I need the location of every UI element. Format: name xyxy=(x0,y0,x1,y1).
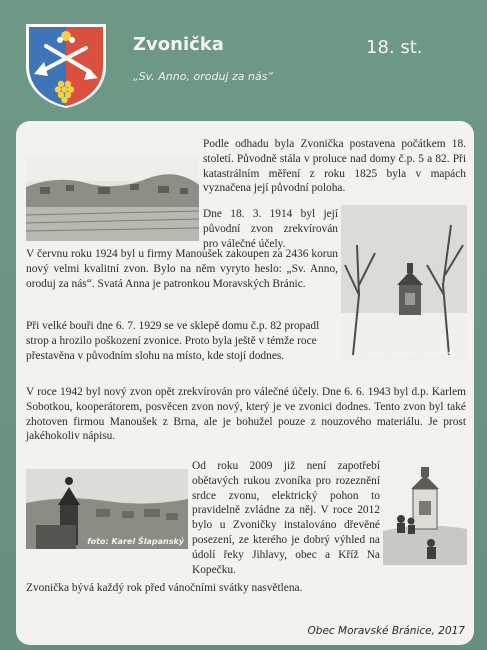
paragraph-1924: V červnu roku 1924 byl u firmy Manoušek zakoupen za 2436 korun nový velmi kvalitní zvon. Bylo na něm vyryto heslo: „Sv. Anno, oroduj za nás“. Svatá Anna je patronkou Moravských Bránic. xyxy=(26,248,338,290)
paragraph-1942: V roce 1942 byl nový zvon opět zrekvírován pro válečné účely. Dne 6. 6. 1943 byl d.p. Karlem Sobotkou, kooperátorem, posvěcen zvon nový, který je ve zvonici dodnes. Tento zvon byl také zhotoven firmou Manoušek z Brna, ale je bohužel pouze z nouzového materiálu. Je prost jakéhokoliv nápisu. xyxy=(26,386,466,443)
coat-of-arms-icon xyxy=(24,22,108,110)
modern-belfry-photo xyxy=(383,461,467,565)
winter-photo-credit: foto: Karel Šlapanský xyxy=(366,349,463,358)
village-photo-credit: foto: Karel Šlapanský xyxy=(87,537,184,546)
village-belfry-photo xyxy=(26,469,188,549)
content-panel xyxy=(16,121,474,645)
footer-signature: Obec Moravské Bránice, 2017 xyxy=(307,625,465,637)
motto-text: „Sv. Anno, oroduj za nás“ xyxy=(133,70,274,83)
page-title: Zvonička xyxy=(133,34,224,55)
paragraph-origin: Podle odhadu byla Zvonička postavena počátkem 18. století. Původně stála v proluce nad domy č.p. 5 a 82. Při katastrálním měření z roku 1825 byla v mapách vyznačena její původní poloha. xyxy=(203,138,466,195)
paragraph-1914: Dne 18. 3. 1914 byl její původní zvon zrekvírován pro válečné účely. xyxy=(203,208,338,250)
paragraph-2009: Od roku 2009 již není zapotřebí obětavých rukou zvoníka pro rozeznění srdce zvonu, elektrický pohon to pravidelně zvládne za něj. V roce 2012 bylo u Zvoničky instalováno dřevěné posezení, ze kterého je dobrý výhled na údolí řeky Jihlavy, obec a Kříž Na Kopečku. xyxy=(192,460,380,576)
winter-belfry-photo xyxy=(341,205,467,361)
paragraph-1929: Při velké bouři dne 6. 7. 1929 se ve sklepě domu č.p. 82 propadl strop a hrozilo poškození zvonice. Proto byla ještě v témže roce přestavěna v původním slohu na místo, kde stojí dodnes. xyxy=(26,320,320,362)
paragraph-lighting: Zvonička bývá každý rok před vánočními svátky nasvětlena. xyxy=(26,582,303,594)
century-label: 18. st. xyxy=(366,37,423,58)
historic-landscape-photo xyxy=(26,157,199,241)
